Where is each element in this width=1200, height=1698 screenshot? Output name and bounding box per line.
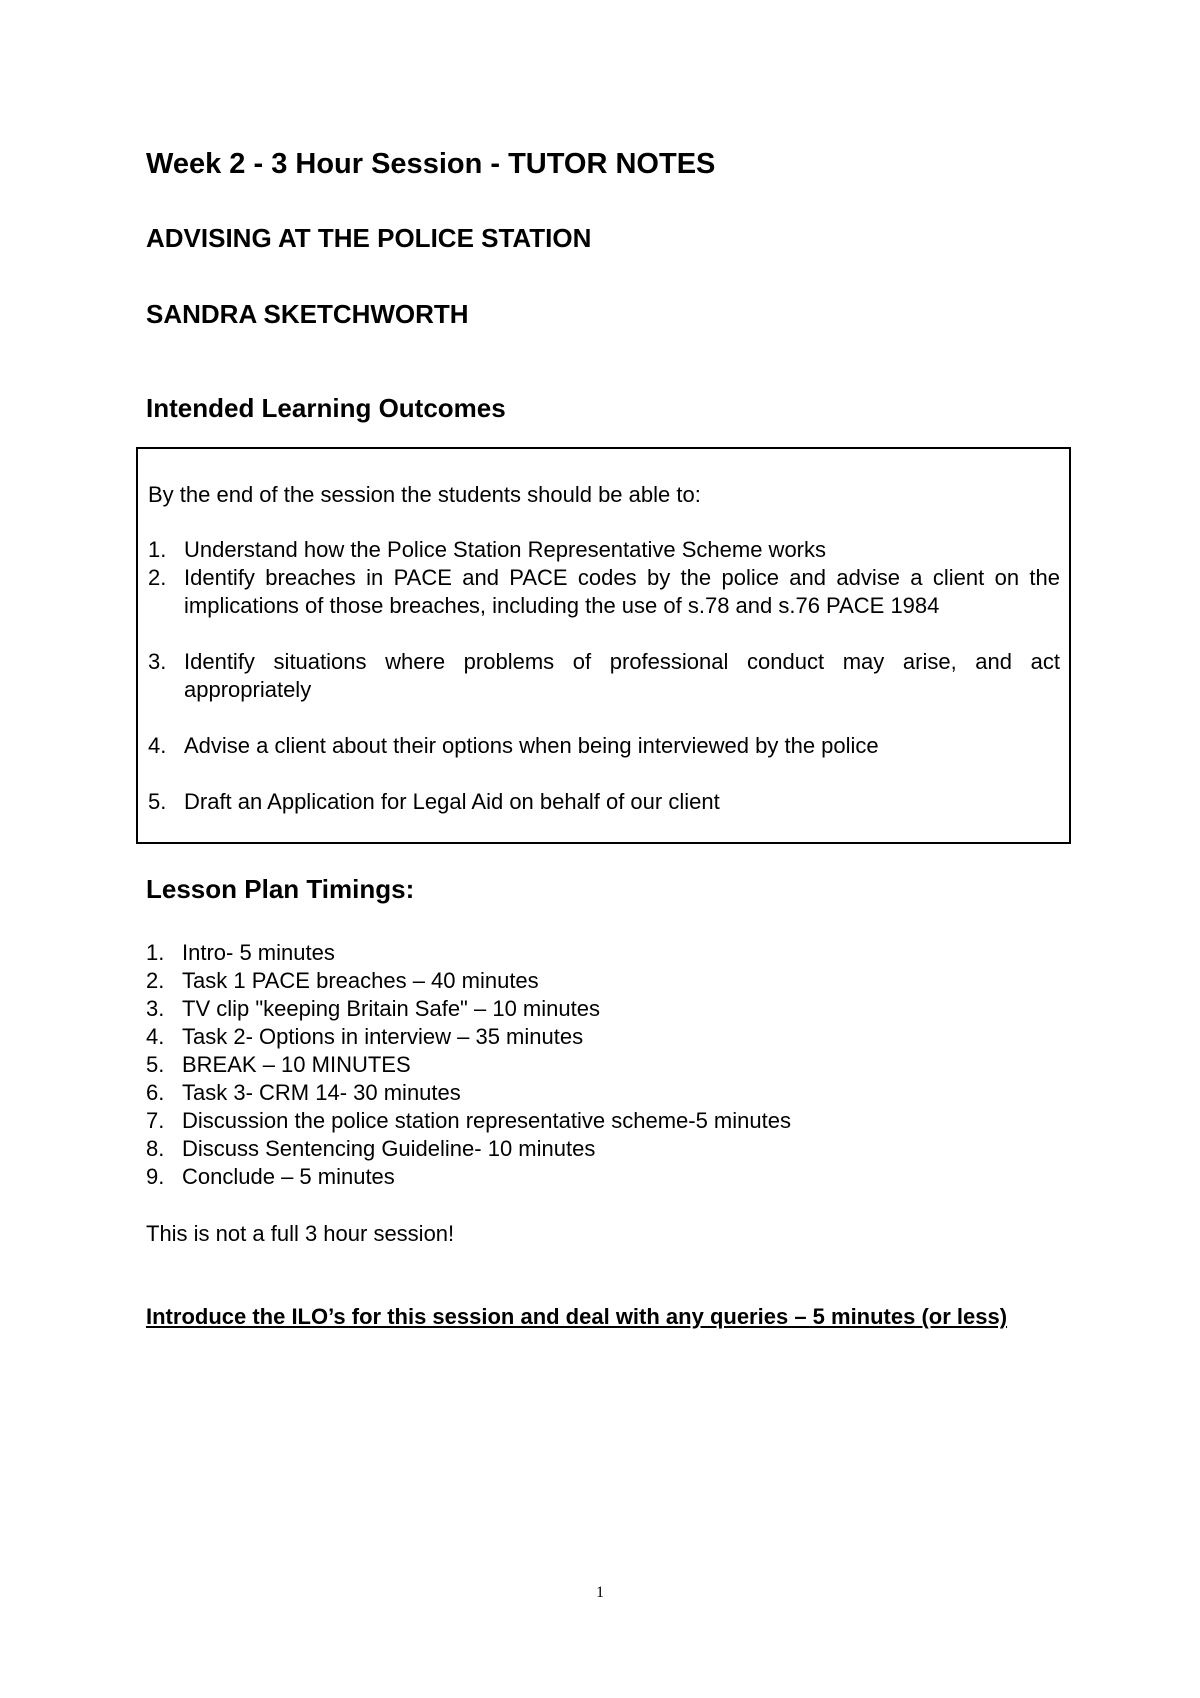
lesson-plan-list bbox=[146, 939, 1046, 1191]
plan-item bbox=[146, 1023, 1046, 1051]
plan-number: 9. bbox=[146, 1164, 165, 1189]
plan-number: 4. bbox=[146, 1024, 165, 1049]
lesson-plan-heading: Lesson Plan Timings: bbox=[146, 874, 415, 904]
plan-number: 8. bbox=[146, 1136, 165, 1161]
plan-number: 2. bbox=[146, 968, 165, 993]
plan-item bbox=[146, 939, 1046, 967]
topic-heading: ADVISING AT THE POLICE STATION bbox=[146, 223, 592, 253]
outcome-item bbox=[148, 648, 1060, 704]
outcomes-box bbox=[136, 447, 1071, 844]
outcome-text: Identify breaches in PACE and PACE codes by the police and advise a client on the implications of those breaches, including the use of s.78 and s.76 PACE 1984 bbox=[184, 565, 1060, 618]
outcome-text: Advise a client about their options when being interviewed by the police bbox=[184, 733, 879, 758]
plan-number: 5. bbox=[146, 1052, 165, 1077]
plan-text: TV clip "keeping Britain Safe" – 10 minutes bbox=[182, 996, 600, 1021]
plan-number: 3. bbox=[146, 996, 165, 1021]
outcome-number: 5. bbox=[148, 789, 167, 814]
plan-item bbox=[146, 1135, 1046, 1163]
outcome-item bbox=[148, 564, 1060, 620]
outcome-number: 4. bbox=[148, 733, 167, 758]
plan-item bbox=[146, 1079, 1046, 1107]
plan-text: Conclude – 5 minutes bbox=[182, 1164, 395, 1189]
plan-item bbox=[146, 1107, 1046, 1135]
plan-text: Task 2- Options in interview – 35 minutes bbox=[182, 1024, 584, 1049]
outcome-item bbox=[148, 732, 1060, 760]
document-title: Week 2 - 3 Hour Session - TUTOR NOTES bbox=[146, 148, 716, 180]
plan-number: 6. bbox=[146, 1080, 165, 1105]
plan-item bbox=[146, 1051, 1046, 1079]
plan-text: Discuss Sentencing Guideline- 10 minutes bbox=[182, 1136, 596, 1161]
outcome-number: 3. bbox=[148, 649, 167, 674]
plan-text: Discussion the police station representative scheme-5 minutes bbox=[182, 1108, 791, 1133]
outcome-item bbox=[148, 536, 1060, 564]
plan-text: Task 1 PACE breaches – 40 minutes bbox=[182, 968, 539, 993]
introduce-instruction: Introduce the ILO’s for this session and deal with any queries – 5 minutes (or less) bbox=[146, 1304, 1008, 1329]
page-number: 1 bbox=[596, 1584, 604, 1601]
author-heading: SANDRA SKETCHWORTH bbox=[146, 299, 469, 329]
outcomes-intro: By the end of the session the students should be able to: bbox=[148, 482, 701, 507]
plan-text: BREAK – 10 MINUTES bbox=[182, 1052, 411, 1077]
plan-item bbox=[146, 1163, 1046, 1191]
plan-number: 1. bbox=[146, 940, 165, 965]
outcomes-list bbox=[148, 536, 1060, 816]
outcomes-heading: Intended Learning Outcomes bbox=[146, 393, 506, 423]
outcome-item bbox=[148, 788, 1060, 816]
plan-item bbox=[146, 967, 1046, 995]
plan-number: 7. bbox=[146, 1108, 165, 1133]
session-note: This is not a full 3 hour session! bbox=[146, 1221, 455, 1246]
outcome-text: Identify situations where problems of professional conduct may arise, and act appropriately bbox=[184, 649, 1060, 702]
plan-item bbox=[146, 995, 1046, 1023]
outcome-text: Understand how the Police Station Representative Scheme works bbox=[184, 537, 827, 562]
outcome-number: 1. bbox=[148, 537, 167, 562]
plan-text: Intro- 5 minutes bbox=[182, 940, 335, 965]
outcome-number: 2. bbox=[148, 565, 167, 590]
outcome-text: Draft an Application for Legal Aid on behalf of our client bbox=[184, 789, 720, 814]
plan-text: Task 3- CRM 14- 30 minutes bbox=[182, 1080, 461, 1105]
